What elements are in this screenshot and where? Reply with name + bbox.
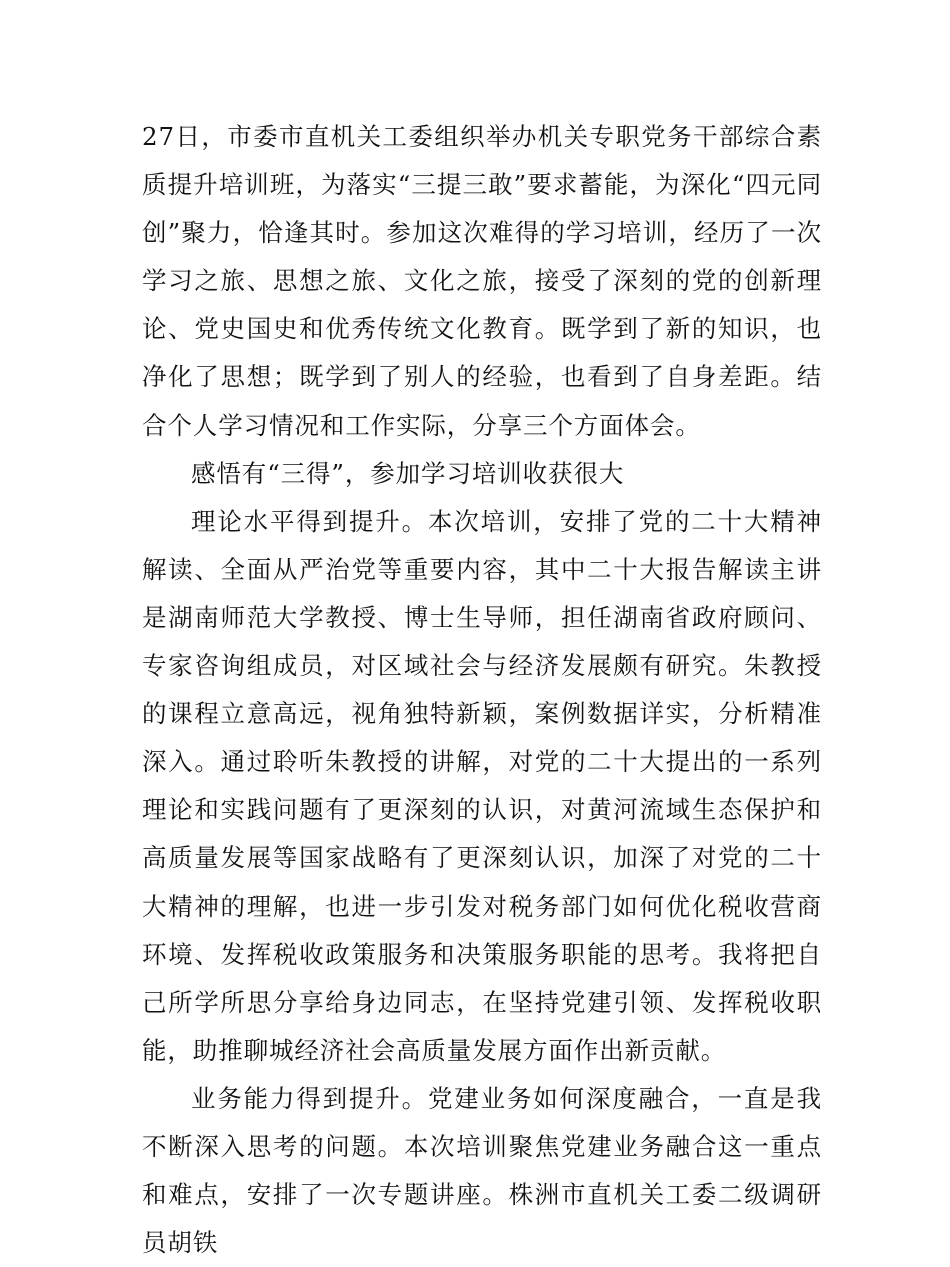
paragraph-business-ability: 业务能力得到提升。党建业务如何深度融合，一直是我不断深入思考的问题。本次培训聚焦党建业务融合这一重点和难点，安排了一次专题讲座。株洲市直机关工委二级调研员胡铁 (142, 1083, 822, 1258)
section-heading-three-gains: 感悟有“三得”，参加学习培训收获很大 (191, 458, 625, 488)
document-body (142, 113, 822, 1267)
paragraph-theory-level: 理论水平得到提升。本次培训，安排了党的二十大精神解读、全面从严治党等重要内容，其中二十大报告解读主讲是湖南师范大学教授、博士生导师，担任湖南省政府顾问、专家咨询组成员，对区域社会与经济发展颇有研究。朱教授的课程立意高远，视角独特新颖，案例数据详实，分析精准深入。通过聆听朱教授的讲解，对党的二十大提出的一系列理论和实践问题有了更深刻的认识，对黄河流域生态保护和高质量发展等国家战略有了更深刻认识，加深了对党的二十大精神的理解，也进一步引发对税务部门如何优化税收营商环境、发挥税收政策服务和决策服务职能的思考。我将把自己所学所思分享给身边同志，在坚持党建引领、发挥税收职能，助推聊城经济社会高质量发展方面作出新贡献。 (142, 506, 822, 1065)
paragraph-training-overview: 27日，市委市直机关工委组织举办机关专职党务干部综合素质提升培训班，为落实“三提三敢”要求蓄能，为深化“四元同创”聚力，恰逢其时。参加这次难得的学习培训，经历了一次学习之旅、思想之旅、文化之旅，接受了深刻的党的创新理论、党史国史和优秀传统文化教育。既学到了新的知识，也净化了思想；既学到了别人的经验，也看到了自身差距。结合个人学习情况和工作实际，分享三个方面体会。 (142, 122, 822, 440)
